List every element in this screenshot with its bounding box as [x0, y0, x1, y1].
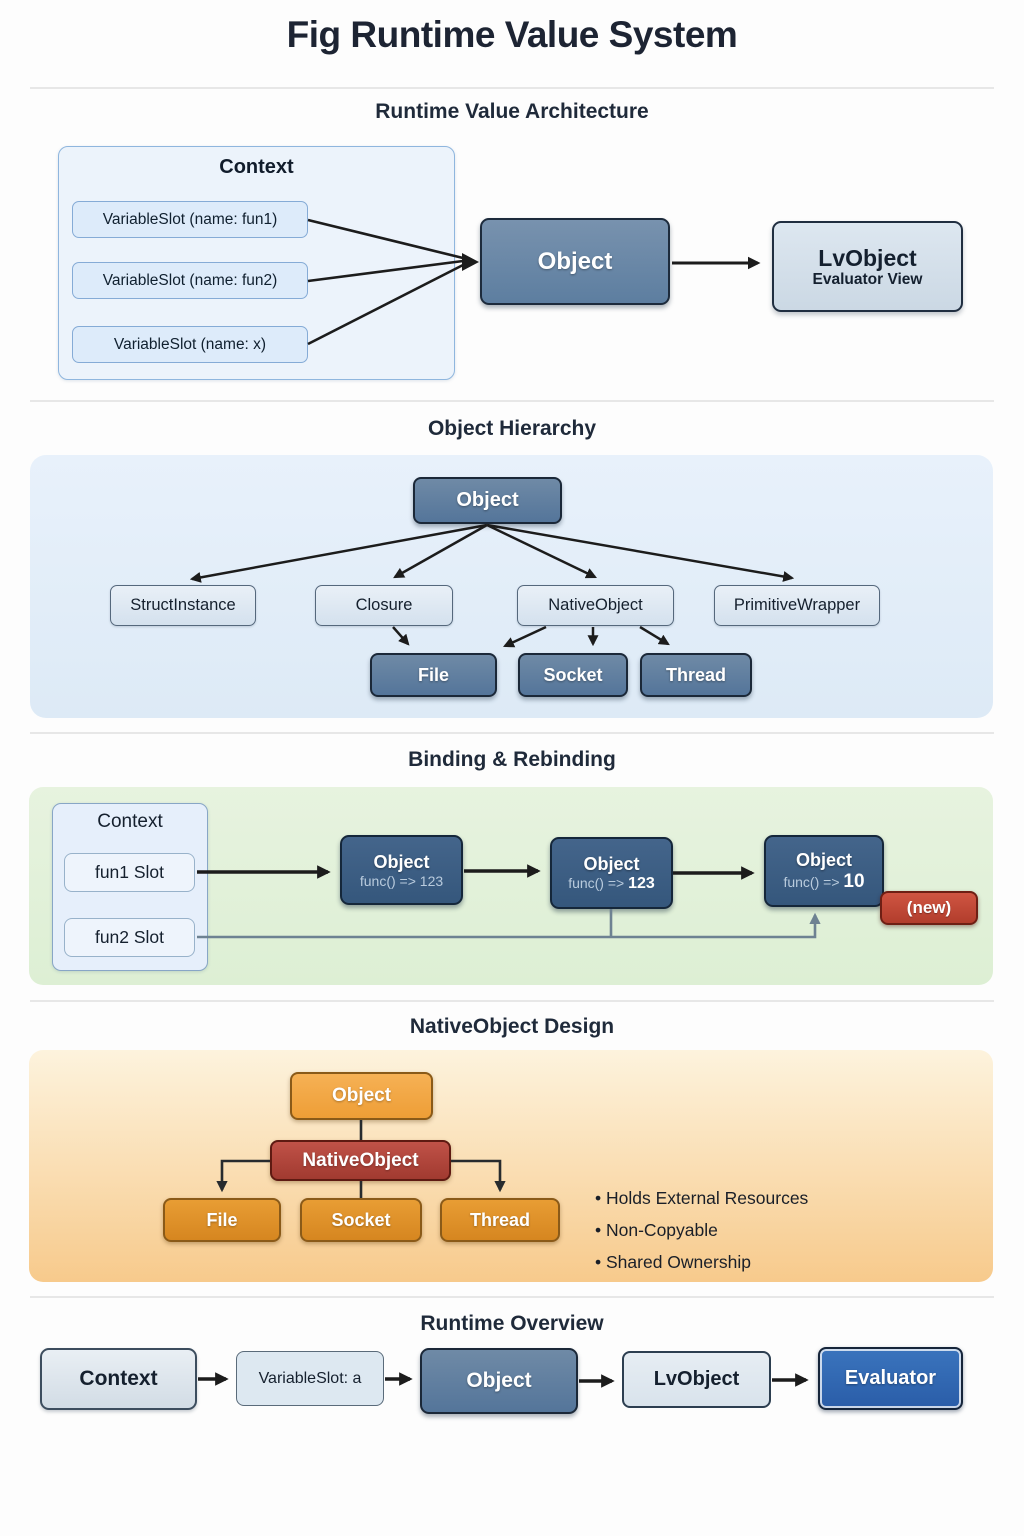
binding-object-3-sub-prefix: func() =>: [783, 874, 844, 890]
binding-object-3-sub: [783, 871, 864, 893]
divider-2: [30, 400, 994, 402]
bullet-shared-ownership: • Shared Ownership: [595, 1252, 955, 1273]
native-file-box: File: [163, 1198, 281, 1242]
binding-object-1: [340, 835, 463, 905]
divider-5: [30, 1296, 994, 1298]
binding-context-title: Context: [97, 811, 163, 832]
native-object-box: Object: [290, 1072, 433, 1120]
hierarchy-closure-box: Closure: [315, 585, 453, 626]
hierarchy-object-box: Object: [413, 477, 562, 524]
new-badge: (new): [880, 891, 978, 925]
page-title: Fig Runtime Value System: [286, 14, 738, 55]
heading-binding: Binding & Rebinding: [408, 748, 616, 771]
binding-object-3-sub-value: 10: [843, 871, 865, 892]
native-design-bullets: [595, 1188, 955, 1284]
binding-object-1-sub-prefix: func() =>: [359, 873, 420, 889]
native-socket-box: Socket: [300, 1198, 422, 1242]
binding-object-2: [550, 837, 673, 909]
hierarchy-thread-box: Thread: [640, 653, 752, 697]
variableslot-x: VariableSlot (name: x): [72, 326, 308, 363]
heading-hierarchy: Object Hierarchy: [427, 417, 597, 440]
bullet-holds-external-resources: • Holds External Resources: [595, 1188, 955, 1209]
architecture-object-box: Object: [480, 218, 670, 305]
hierarchy-structinstance-box: StructInstance: [110, 585, 256, 626]
lvobject-sublabel: Evaluator View: [812, 270, 923, 288]
heading-overview: Runtime Overview: [420, 1312, 604, 1335]
overview-lvobject-box: LvObject: [622, 1351, 771, 1408]
divider-3: [30, 732, 994, 734]
binding-object-2-title: Object: [583, 854, 640, 874]
binding-object-2-sub: [568, 875, 655, 893]
fun1-slot-box: fun1 Slot: [64, 853, 195, 892]
binding-object-3-title: Object: [795, 850, 852, 870]
fun2-slot-box: fun2 Slot: [64, 918, 195, 957]
binding-object-3: [764, 835, 884, 907]
overview-evaluator-box: Evaluator: [818, 1347, 963, 1410]
variableslot-fun1: VariableSlot (name: fun1): [72, 201, 308, 238]
binding-object-1-sub: [360, 873, 443, 889]
hierarchy-primitivewrapper-box: PrimitiveWrapper: [714, 585, 880, 626]
hierarchy-file-box: File: [370, 653, 497, 697]
overview-context-box: Context: [40, 1348, 197, 1410]
heading-architecture: Runtime Value Architecture: [375, 100, 649, 123]
architecture-lvobject-box: [772, 221, 963, 312]
divider-1: [30, 87, 994, 89]
hierarchy-nativeobject-box: NativeObject: [517, 585, 674, 626]
lvobject-label: LvObject: [818, 244, 917, 271]
bullet-non-copyable: • Non-Copyable: [595, 1220, 955, 1241]
native-nativeobject-box: NativeObject: [270, 1140, 451, 1181]
architecture-context-title: Context: [219, 156, 294, 178]
overview-object-box: Object: [420, 1348, 578, 1414]
binding-object-1-sub-value: 123: [419, 873, 444, 889]
binding-object-2-sub-value: 123: [628, 875, 655, 892]
divider-4: [30, 1000, 994, 1002]
binding-object-1-title: Object: [373, 852, 430, 872]
binding-object-2-sub-prefix: func() =>: [568, 875, 629, 891]
hierarchy-socket-box: Socket: [518, 653, 628, 697]
native-thread-box: Thread: [440, 1198, 560, 1242]
overview-variableslot-box: VariableSlot: a: [236, 1351, 384, 1406]
variableslot-fun2: VariableSlot (name: fun2): [72, 262, 308, 299]
heading-native-design: NativeObject Design: [409, 1015, 615, 1038]
